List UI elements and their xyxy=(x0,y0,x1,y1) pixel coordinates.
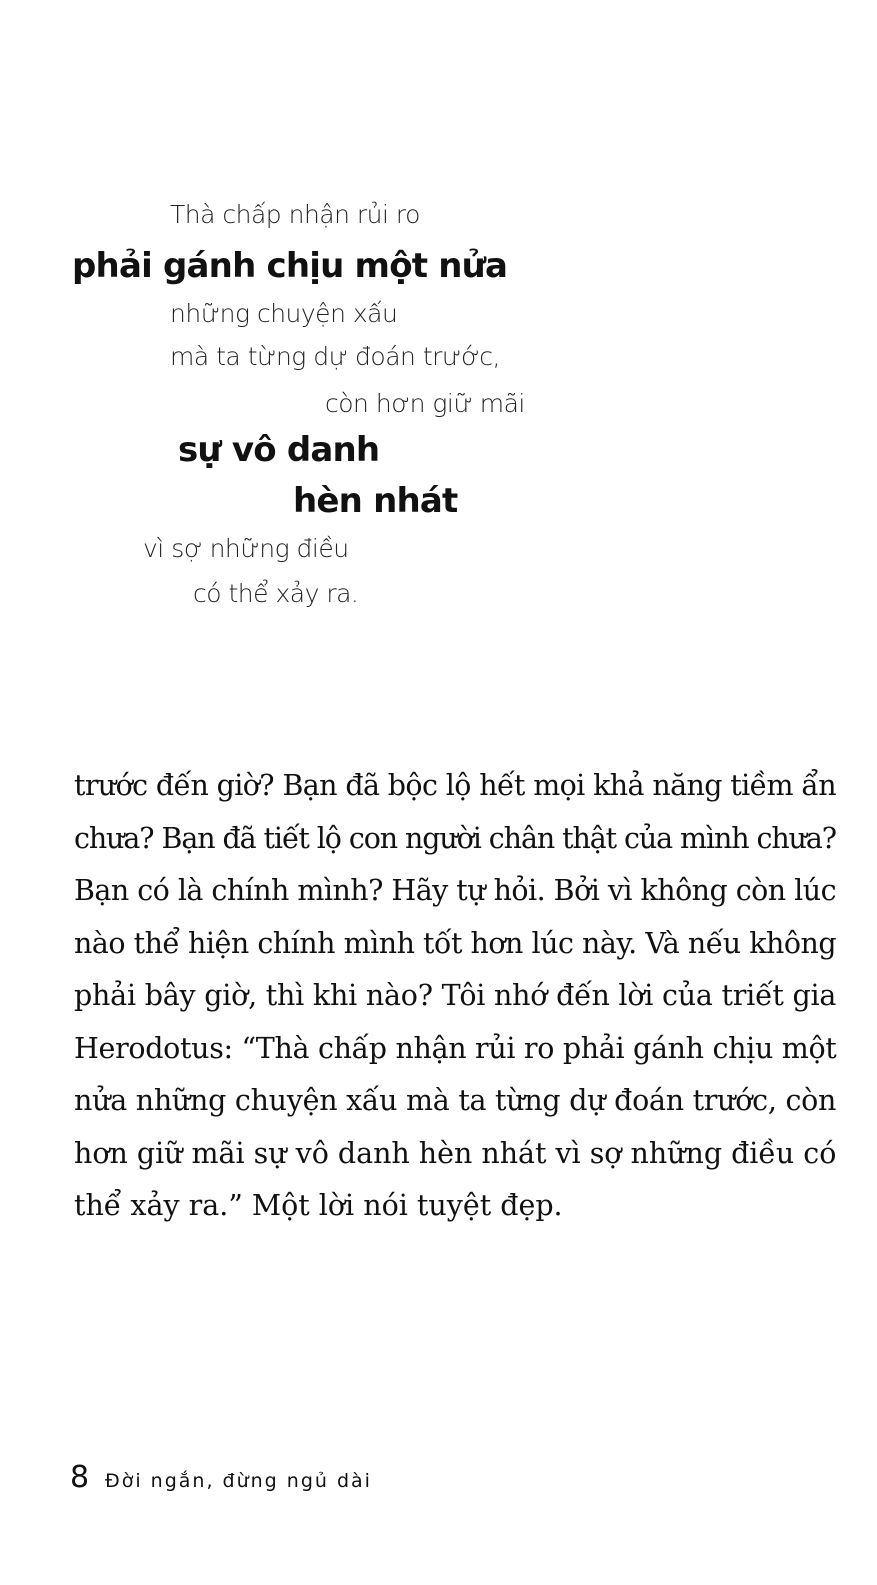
running-title: Đời ngắn, đừng ngủ dài xyxy=(105,1470,372,1492)
page-number: 8 xyxy=(70,1460,90,1495)
pull-quote-line: những chuyện xấu xyxy=(170,299,398,328)
pull-quote-line: còn hơn giữ mãi xyxy=(325,389,525,418)
body-line: nào thể hiện chính mình tốt hơn lúc này. Và nếu không xyxy=(74,926,837,960)
body-line: Herodotus: “Thà chấp nhận rủi ro phải gánh chịu một xyxy=(74,1031,837,1065)
pull-quote-line: có thể xảy ra. xyxy=(193,579,359,608)
body-line: nửa những chuyện xấu mà ta từng dự đoán trước, còn xyxy=(74,1084,837,1117)
body-line: thể xảy ra.” Một lời nói tuyệt đẹp. xyxy=(74,1189,563,1222)
body-line: phải bây giờ, thì khi nào? Tôi nhớ đến lời của triết gia xyxy=(74,979,837,1012)
pull-quote-line-bold: phải gánh chịu một nửa xyxy=(72,246,508,286)
body-line: Bạn có là chính mình? Hãy tự hỏi. Bởi vì không còn lúc xyxy=(74,874,836,907)
pull-quote-line-bold: sự vô danh xyxy=(178,430,380,470)
body-line: trước đến giờ? Bạn đã bộc lộ hết mọi khả năng tiềm ẩn xyxy=(74,769,836,802)
pull-quote-line: Thà chấp nhận rủi ro xyxy=(170,200,420,229)
body-text xyxy=(74,760,836,1233)
pull-quote-line-bold: hèn nhát xyxy=(293,481,458,521)
body-line: hơn giữ mãi sự vô danh hèn nhát vì sợ những điều có xyxy=(74,1136,837,1170)
pull-quote-line: vì sợ những điều xyxy=(143,534,349,563)
pull-quote-line: mà ta từng dự đoán trước, xyxy=(170,342,500,371)
body-line: chưa? Bạn đã tiết lộ con người chân thật của mình chưa? xyxy=(74,821,836,855)
